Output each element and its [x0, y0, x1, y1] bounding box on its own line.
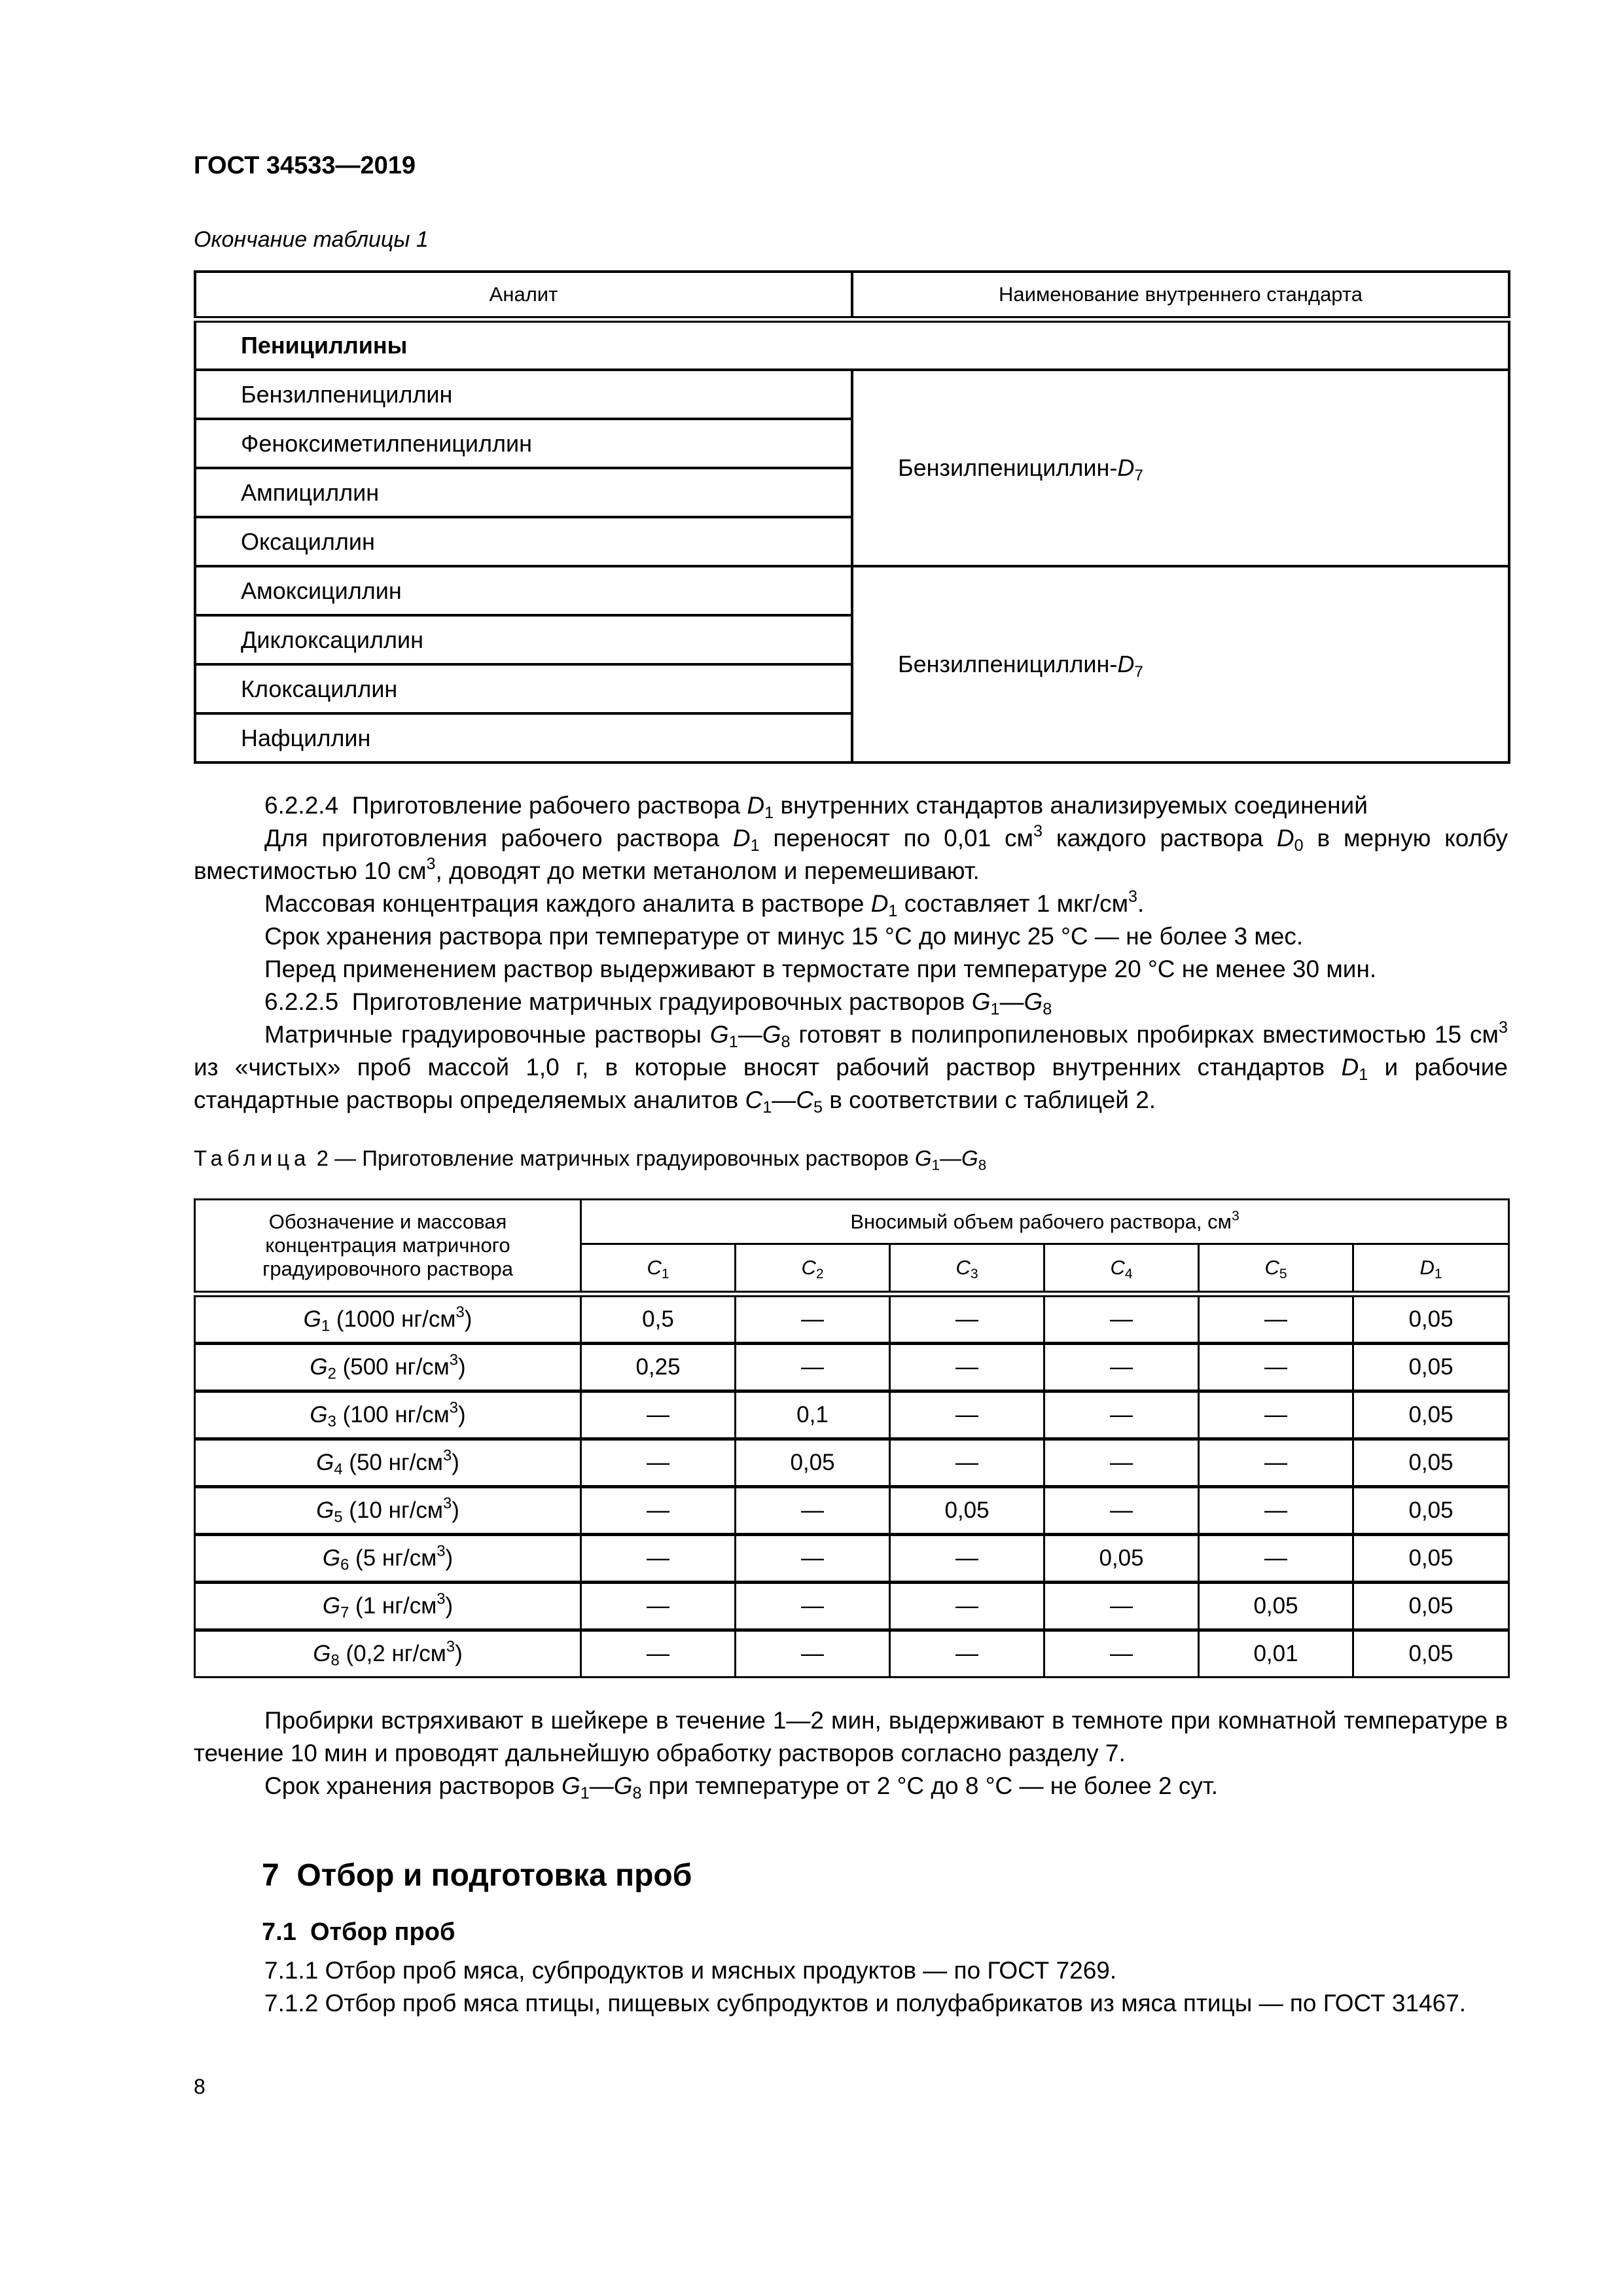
clause-number: 6.2.2.4: [264, 792, 339, 819]
analyte-cell: Диклоксациллин: [195, 615, 852, 664]
paragraph: Пробирки встряхивают в шейкере в течение 1—2 мин, выдерживают в темноте при комнатной температуре в течение 10 мин и проводят дальнейшую обработку растворов согласно разделу 7.: [194, 1707, 1508, 1767]
clause-title-rest: внутренних стандартов анализируемых соединений: [780, 792, 1368, 819]
caption-label: Таблица: [194, 1146, 311, 1170]
analyte-cell: Оксациллин: [195, 517, 852, 566]
concentration: (10 нг/см: [342, 1498, 443, 1523]
table-row: [195, 1583, 1509, 1630]
superscript: 3: [443, 1446, 452, 1465]
table-continuation-caption: Окончание таблицы 1: [194, 227, 429, 252]
table-row: [195, 1487, 1509, 1535]
page-number: 8: [194, 2075, 205, 2098]
superscript: 3: [1231, 1208, 1240, 1223]
volume-cell: —: [736, 1583, 890, 1630]
volume-cell: —: [736, 1294, 890, 1344]
volume-cell: —: [581, 1487, 736, 1535]
volume-cell: —: [581, 1439, 736, 1487]
volume-cell: —: [890, 1344, 1044, 1391]
symbol: D: [1341, 1054, 1359, 1081]
table-row: [195, 566, 1509, 615]
clause-7-1-2: 7.1.2 Отбор проб мяса птицы, пищевых субпродуктов и полуфабрикатов из мяса птицы — по ГОСТ 31467.: [264, 1990, 1467, 2017]
column-header-c2: [736, 1244, 890, 1295]
subscript: 0: [1294, 836, 1304, 855]
symbol: G: [1024, 988, 1043, 1015]
column-header-c3: [890, 1244, 1044, 1295]
superscript: 3: [455, 1303, 465, 1321]
volume-cell: —: [1199, 1439, 1353, 1487]
paragraph: [194, 822, 1508, 888]
subscript: 1: [931, 1157, 940, 1174]
paragraph: [194, 1018, 1508, 1117]
text: в мерную колбу вместимостью 10 см: [194, 825, 1508, 884]
subscript: 8: [1043, 1000, 1052, 1019]
concentration: (1 нг/см: [349, 1593, 437, 1619]
subscript: 5: [1279, 1266, 1287, 1282]
subscript: 3: [970, 1266, 978, 1282]
table-2-caption: [194, 1144, 986, 1173]
text: Срок хранения растворов: [264, 1772, 555, 1799]
clause-title-text: Приготовление рабочего раствора: [351, 792, 741, 819]
internal-standard-cell: [852, 370, 1509, 566]
text: Массовая концентрация каждого аналита в растворе: [264, 890, 865, 917]
subscript: 1: [762, 1098, 772, 1117]
volume-cell: —: [1044, 1294, 1199, 1344]
symbol: G: [561, 1772, 580, 1799]
column-header-designation: Обозначение и массовая концентрация матричного градуировочного раствора: [195, 1200, 581, 1295]
symbol: G: [316, 1498, 334, 1523]
concentration: (100 нг/см: [336, 1402, 450, 1427]
concentration: (5 нг/см: [349, 1545, 437, 1571]
text: .: [1137, 890, 1145, 917]
after-table-2-text: [194, 1704, 1508, 1803]
standard-subscript: 7: [1134, 662, 1143, 681]
section-6-2-2-4-and-5: [194, 789, 1508, 1117]
symbol: G: [971, 988, 991, 1015]
dash: —: [738, 1021, 762, 1048]
volume-cell: 0,1: [736, 1391, 890, 1439]
subscript: 1: [580, 1784, 590, 1803]
paragraph: [194, 888, 1508, 920]
header-text: Вносимый объем рабочего раствора, см: [850, 1210, 1232, 1233]
volume-cell: —: [736, 1630, 890, 1677]
volume-cell: —: [581, 1583, 736, 1630]
column-header-internal-standard: Наименование внутреннего стандарта: [852, 272, 1509, 319]
clause-6-2-2-5-title: [194, 986, 1508, 1018]
text: Матричные градуировочные растворы: [264, 1021, 702, 1048]
volume-cell: —: [890, 1391, 1044, 1439]
clause-7-1-1: 7.1.1 Отбор проб мяса, субпродуктов и мясных продуктов — по ГОСТ 7269.: [264, 1957, 1117, 1984]
table-2-calibration-solutions: [194, 1198, 1510, 1678]
solution-designation-cell: [195, 1535, 581, 1583]
volume-cell: —: [890, 1583, 1044, 1630]
text: готовят в полипропиленовых пробирках вместимостью 15 см: [798, 1021, 1499, 1048]
volume-cell: 0,05: [1353, 1630, 1509, 1677]
volume-cell: —: [1199, 1294, 1353, 1344]
symbol: D: [747, 792, 765, 819]
volume-cell: —: [581, 1391, 736, 1439]
subscript: 1: [321, 1317, 330, 1335]
superscript: 3: [449, 1399, 458, 1417]
solution-designation-cell: [195, 1583, 581, 1630]
subscript: 8: [632, 1784, 642, 1803]
symbol: G: [709, 1021, 729, 1048]
volume-cell: —: [890, 1630, 1044, 1677]
analyte-cell: Ампициллин: [195, 468, 852, 517]
volume-cell: —: [1199, 1344, 1353, 1391]
column-group-header-volume: [581, 1200, 1509, 1244]
volume-cell: 0,25: [581, 1344, 736, 1391]
symbol: C: [1110, 1256, 1125, 1279]
symbol: G: [961, 1146, 978, 1170]
volume-cell: 0,05: [1353, 1487, 1509, 1535]
symbol: C: [1264, 1256, 1279, 1279]
table-1-internal-standards: [194, 270, 1510, 764]
symbol: G: [914, 1146, 932, 1170]
table-row: [195, 1391, 1509, 1439]
volume-cell: 0,05: [1353, 1439, 1509, 1487]
dash: —: [940, 1146, 962, 1170]
symbol: G: [313, 1641, 331, 1666]
symbol: G: [316, 1450, 334, 1475]
volume-cell: —: [1044, 1391, 1199, 1439]
solution-designation-cell: [195, 1439, 581, 1487]
volume-cell: —: [1199, 1391, 1353, 1439]
table-row: [195, 370, 1509, 419]
volume-cell: 0,05: [1353, 1583, 1509, 1630]
subscript: 1: [764, 804, 774, 823]
volume-cell: —: [581, 1630, 736, 1677]
internal-standard-cell: [852, 566, 1509, 762]
table-row: [195, 1630, 1509, 1677]
concentration: (1000 нг/см: [330, 1306, 456, 1332]
text: , доводят до метки метанолом и перемешивают.: [435, 857, 980, 884]
section-7-1-text: [194, 1954, 1508, 2020]
close-paren: ): [455, 1641, 463, 1666]
group-label-penicillins: Пенициллины: [195, 319, 1509, 370]
document-code: ГОСТ 34533—2019: [194, 152, 416, 179]
paragraph: Перед применением раствор выдерживают в термостате при температуре 20 °С не менее 30 мин.: [264, 956, 1377, 982]
table-2-body: [195, 1294, 1509, 1677]
superscript: 3: [426, 854, 436, 873]
standard-symbol: D: [1117, 651, 1135, 677]
column-header-c4: [1044, 1244, 1199, 1295]
clause-title-text: Приготовление матричных градуировочных растворов: [351, 988, 965, 1015]
volume-cell: —: [1199, 1535, 1353, 1583]
subscript: 1: [990, 1000, 1000, 1019]
volume-cell: —: [1044, 1344, 1199, 1391]
close-paren: ): [464, 1306, 473, 1332]
table-row: [195, 1439, 1509, 1487]
subscript: 1: [728, 1033, 738, 1052]
superscript: 3: [446, 1638, 455, 1656]
subscript: 8: [978, 1157, 987, 1174]
volume-cell: —: [581, 1535, 736, 1583]
paragraph: Срок хранения раствора при температуре от минус 15 °С до минус 25 °С — не более 3 мес.: [264, 923, 1304, 950]
subscript: 4: [1124, 1266, 1133, 1282]
table-row: [195, 1294, 1509, 1344]
close-paren: ): [457, 1354, 466, 1380]
subscript: 1: [1359, 1066, 1368, 1085]
subscript: 2: [815, 1266, 824, 1282]
column-header-c1: [581, 1244, 736, 1295]
symbol: C: [647, 1256, 662, 1279]
symbol: G: [303, 1306, 321, 1332]
close-paren: ): [445, 1545, 454, 1571]
standard-subscript: 7: [1134, 466, 1143, 484]
analyte-cell: Клоксациллин: [195, 664, 852, 713]
subscript: 4: [334, 1460, 343, 1479]
symbol: C: [955, 1256, 971, 1279]
superscript: 3: [1128, 887, 1138, 906]
subscript: 1: [750, 836, 760, 855]
text: составляет 1 мкг/см: [904, 890, 1129, 917]
close-paren: ): [457, 1402, 466, 1427]
superscript: 3: [443, 1494, 452, 1513]
solution-designation-cell: [195, 1344, 581, 1391]
table-row: [195, 1344, 1509, 1391]
symbol: C: [745, 1086, 763, 1113]
symbol: G: [762, 1021, 781, 1048]
symbol: D: [1419, 1256, 1435, 1279]
volume-cell: —: [890, 1439, 1044, 1487]
volume-cell: —: [1199, 1487, 1353, 1535]
concentration: (0,2 нг/см: [339, 1641, 446, 1666]
subscript: 6: [340, 1556, 349, 1574]
analyte-cell: Феноксиметилпенициллин: [195, 419, 852, 468]
analyte-cell: Нафциллин: [195, 713, 852, 762]
analyte-cell: Бензилпенициллин: [195, 370, 852, 419]
text: в соответствии с таблицей 2.: [829, 1086, 1156, 1113]
volume-cell: 0,05: [1353, 1344, 1509, 1391]
subscript: 7: [340, 1604, 349, 1622]
clause-6-2-2-4-title: [194, 789, 1508, 822]
standard-name: Бензилпенициллин-: [898, 651, 1118, 677]
volume-cell: —: [736, 1535, 890, 1583]
volume-cell: 0,05: [736, 1439, 890, 1487]
volume-cell: —: [736, 1487, 890, 1535]
symbol: D: [1276, 825, 1294, 852]
superscript: 3: [437, 1542, 446, 1560]
group-row: [195, 319, 1509, 370]
symbol: D: [870, 890, 889, 917]
subscript: 5: [334, 1508, 343, 1526]
concentration: (500 нг/см: [336, 1354, 450, 1380]
analyte-cell: Амоксициллин: [195, 566, 852, 615]
subscript: 8: [330, 1651, 340, 1670]
dash: —: [772, 1086, 796, 1113]
subscript: 3: [327, 1412, 336, 1431]
volume-cell: —: [1044, 1439, 1199, 1487]
symbol: G: [310, 1354, 328, 1380]
text: при температуре от 2 °С до 8 °С — не более 2 сут.: [648, 1772, 1219, 1799]
volume-cell: 0,01: [1199, 1630, 1353, 1677]
caption-text: — Приготовление матричных градуировочных растворов: [334, 1146, 909, 1170]
superscript: 3: [1033, 821, 1043, 840]
symbol: C: [801, 1256, 816, 1279]
solution-designation-cell: [195, 1391, 581, 1439]
symbol: G: [322, 1593, 341, 1619]
subscript: 1: [661, 1266, 669, 1282]
symbol: G: [310, 1402, 328, 1427]
volume-cell: —: [1044, 1630, 1199, 1677]
concentration: (50 нг/см: [342, 1450, 443, 1475]
text: Для приготовления рабочего раствора: [264, 825, 720, 852]
subscript: 8: [781, 1033, 791, 1052]
paragraph: [194, 1770, 1508, 1803]
section-7-heading: 7 Отбор и подготовка проб: [262, 1858, 692, 1893]
dash: —: [589, 1772, 614, 1799]
solution-designation-cell: [195, 1294, 581, 1344]
symbol: G: [322, 1545, 341, 1571]
volume-cell: —: [1044, 1583, 1199, 1630]
text: каждого раствора: [1056, 825, 1264, 852]
volume-cell: 0,5: [581, 1294, 736, 1344]
symbol: C: [796, 1086, 813, 1113]
table-row: [195, 1535, 1509, 1583]
volume-cell: 0,05: [890, 1487, 1044, 1535]
section-7-1-heading: 7.1 Отбор проб: [262, 1918, 455, 1946]
dash: —: [999, 988, 1024, 1015]
close-paren: ): [452, 1498, 459, 1523]
subscript: 1: [1434, 1266, 1442, 1282]
solution-designation-cell: [195, 1630, 581, 1677]
column-header-c5: [1199, 1244, 1353, 1295]
column-header-analyte: Аналит: [195, 272, 852, 319]
standard-name: Бензилпенициллин-: [898, 454, 1118, 481]
subscript: 1: [888, 902, 898, 921]
superscript: 3: [437, 1590, 446, 1608]
clause-number: 6.2.2.5: [264, 988, 339, 1015]
volume-cell: 0,05: [1199, 1583, 1353, 1630]
volume-cell: 0,05: [1353, 1294, 1509, 1344]
solution-designation-cell: [195, 1487, 581, 1535]
volume-cell: 0,05: [1353, 1535, 1509, 1583]
superscript: 3: [449, 1351, 458, 1369]
volume-cell: 0,05: [1353, 1391, 1509, 1439]
close-paren: ): [452, 1450, 459, 1475]
text: переносят по 0,01 см: [773, 825, 1033, 852]
superscript: 3: [1499, 1018, 1508, 1037]
symbol: G: [613, 1772, 633, 1799]
symbol: D: [732, 825, 751, 852]
standard-symbol: D: [1117, 454, 1135, 481]
caption-number: 2: [316, 1146, 329, 1170]
close-paren: ): [445, 1593, 454, 1619]
subscript: 2: [327, 1365, 336, 1383]
column-header-d1: [1353, 1244, 1509, 1295]
volume-cell: —: [890, 1535, 1044, 1583]
text: и рабочие стандартные растворы определяемых аналитов: [194, 1054, 1508, 1113]
volume-cell: —: [1044, 1487, 1199, 1535]
volume-cell: 0,05: [1044, 1535, 1199, 1583]
volume-cell: —: [890, 1294, 1044, 1344]
text: из «чистых» проб массой 1,0 г, в которые вносят рабочий раствор внутренних стандартов: [194, 1054, 1325, 1081]
subscript: 5: [813, 1098, 823, 1117]
volume-cell: —: [736, 1344, 890, 1391]
